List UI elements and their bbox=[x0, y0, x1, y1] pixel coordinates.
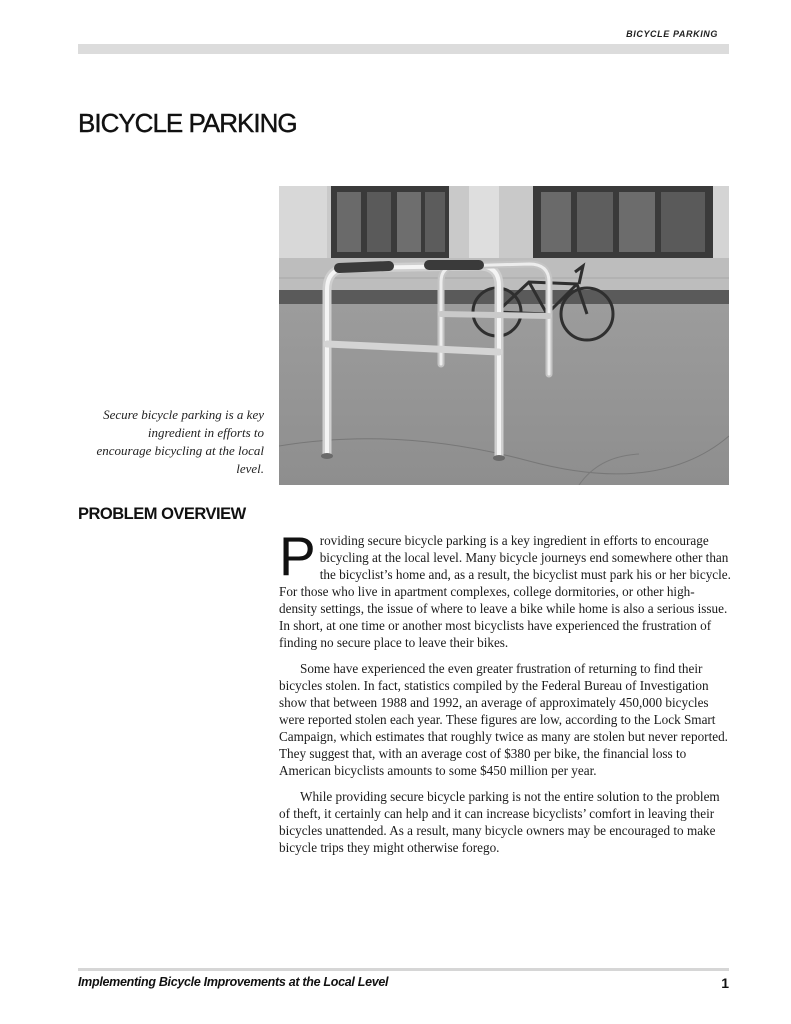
paragraph-text: roviding secure bicycle parking is a key ingredient in efforts to encourage bicycling at the local level. Many bicycle journeys end somewhere other than the bicyclist’s home and, as a result, the bicyclist must park his or her bicycle. For those who live in apartment complexes, college dormitories, or other high-density settings, the issue of where to leave a bike while home is also a serious issue. In short, at one time or another most bicyclists have experienced the frustration of finding no secure place to leave their bikes. bbox=[279, 533, 731, 650]
paragraph bbox=[279, 525, 731, 651]
footer-rule bbox=[78, 968, 729, 971]
paragraph: While providing secure bicycle parking is not the entire solution to the problem of theft, it certainly can help and it can increase bicyclists’ comfort in leaving their bicycles unattended. As a result, many bicycle owners may be encouraged to make bicycle trips they might otherwise forego. bbox=[279, 789, 720, 855]
running-head: BICYCLE PARKING bbox=[626, 29, 718, 39]
bike-rack-photo bbox=[279, 186, 729, 485]
page-title: BICYCLE PARKING bbox=[78, 108, 297, 138]
section-heading: PROBLEM OVERVIEW bbox=[78, 505, 246, 523]
paragraph: Some have experienced the even greater frustration of returning to find their bicycles stolen. In fact, statistics compiled by the Federal Bureau of Investigation show that between 1988 and 1992, an average of approximately 450,000 bicycles were reported stolen each year. These figures are low, according to the Lock Smart Campaign, which estimates that roughly twice as many are stolen but never reported. They suggest that, with an average cost of $380 per bike, the financial loss to American bicyclists amounts to some $450 million per year. bbox=[279, 661, 728, 778]
drop-cap: P bbox=[279, 525, 316, 587]
body-column bbox=[279, 525, 731, 865]
page-number: 1 bbox=[721, 975, 729, 991]
footer-title: Implementing Bicycle Improvements at the Local Level bbox=[78, 975, 389, 989]
photo-bike-rack-icon bbox=[279, 186, 729, 485]
photo-caption: Secure bicycle parking is a key ingredient in efforts to encourage bicycling at the local level. bbox=[96, 407, 264, 476]
header-rule bbox=[78, 44, 729, 54]
